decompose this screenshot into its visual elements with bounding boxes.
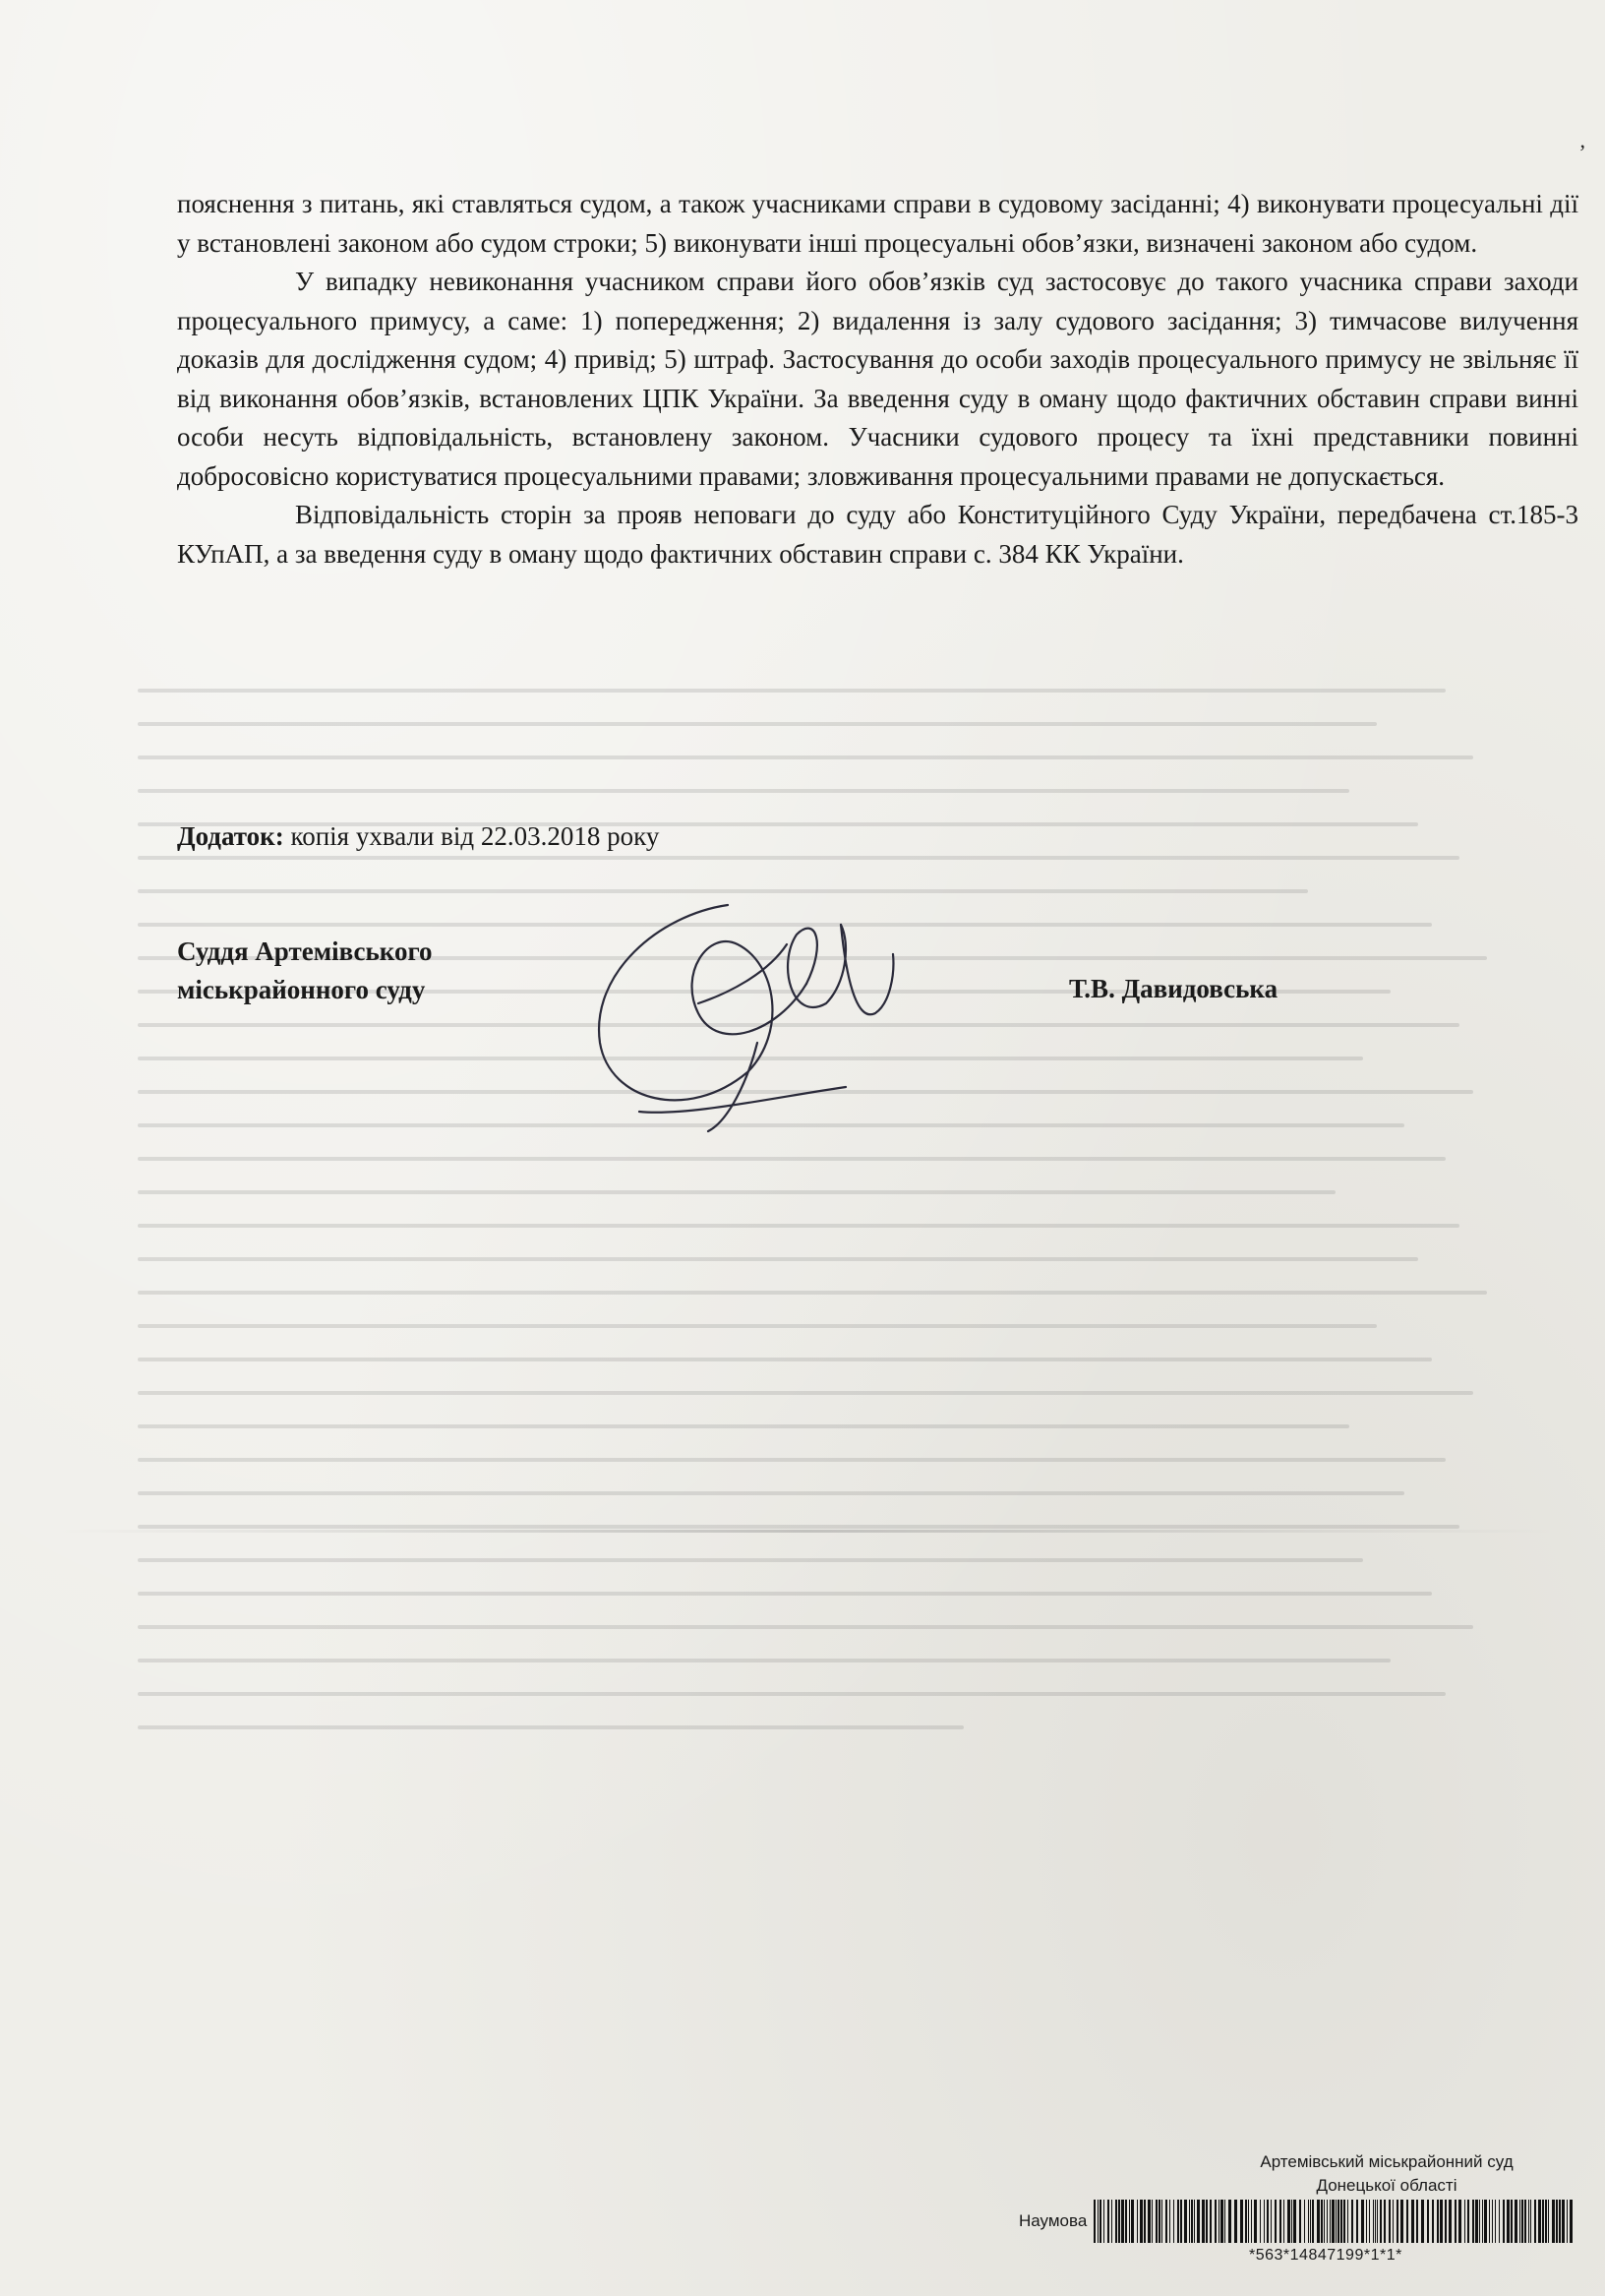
paragraph-obligations: пояснення з питань, які ставляться судом, а також учасниками справи в судовому засіданні; 4) виконувати процесуальні дії у встановлені законом або судом строки; 5) виконувати інші процесуальні обов’язки, визначені законом або судом.	[177, 189, 1578, 258]
edge-mark: ,	[1579, 128, 1585, 152]
paper-fold-line	[59, 1530, 1554, 1533]
court-name: Артемівський міськрайонний суд	[1260, 2152, 1514, 2171]
barcode	[1094, 2200, 1575, 2243]
addendum-label: Додаток:	[177, 821, 284, 851]
paragraph-liability: Відповідальність сторін за прояв неповаги до суду або Конституційного Суду України, передбачена ст.185-3 КУпАП, а за введення суду в оману щодо фактичних обставин справи с. 384 КК України.	[177, 500, 1578, 569]
judge-name: Т.В. Давидовська	[1069, 974, 1278, 1003]
addendum	[177, 821, 659, 852]
judge-title-line2: міськрайонного суду	[177, 975, 426, 1004]
addendum-text: копія ухвали від 22.03.2018 року	[283, 821, 660, 851]
barcode-number: *563*14847199*1*1*	[1249, 2247, 1402, 2264]
court-region: Донецької області	[1316, 2176, 1457, 2195]
paragraph-coercion-measures: У випадку невиконання учасником справи його обов’язків суд застосовує до такого учасника справи заходи процесуального примусу, а саме: 1) попередження; 2) видалення із залу судового засідання; 3) тимчасове вилучення доказів для дослідження судом; 4) привід; 5) штраф. Застосування до особи заходів процесуального примусу не звільняє її від виконання обов’язків, встановлених ЦПК України. За введення суду в оману щодо фактичних обставин справи винні особи несуть відповідальність, встановлену законом. Учасники судового процесу та їхні представники повинні добросовісно користуватися процесуальними правами; зловживання процесуальними правами не допускається.	[177, 267, 1578, 491]
handwritten-signature	[580, 885, 905, 1141]
document-body	[177, 185, 1578, 574]
judge-title-line1: Суддя Артемівського	[177, 937, 433, 966]
registration-stamp	[1003, 2152, 1583, 2280]
judge-title	[177, 933, 433, 1009]
clerk-name: Наумова	[1019, 2211, 1088, 2230]
